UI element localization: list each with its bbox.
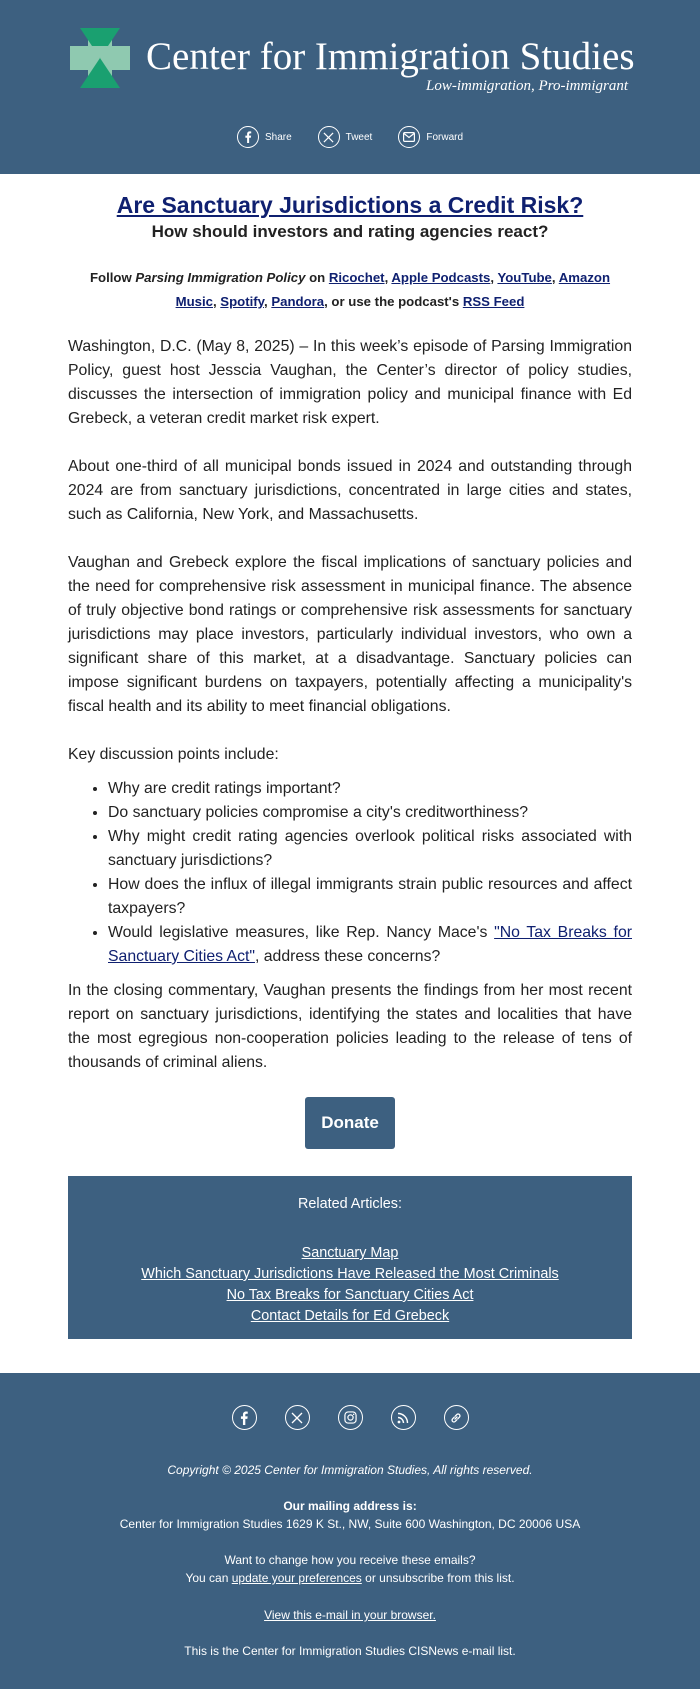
social-links — [0, 1405, 700, 1430]
list-note: This is the Center for Immigration Studies CISNews e-mail list. — [184, 1644, 516, 1658]
point-prefix: Would legislative measures, like Rep. Nancy Mace's — [108, 924, 495, 941]
pandora-link[interactable]: Pandora — [271, 294, 325, 309]
related-title: Related Articles: — [298, 1196, 402, 1212]
spotify-link[interactable]: Spotify — [220, 294, 265, 309]
tweet-button[interactable] — [318, 126, 373, 148]
change-prompt: Want to change how you receive these emails? — [224, 1553, 476, 1567]
email-footer — [0, 1373, 700, 1689]
rss-feed-link[interactable]: RSS Feed — [462, 294, 525, 309]
apple-podcasts-link[interactable]: Apple Podcasts — [391, 270, 491, 285]
forward-button[interactable] — [398, 126, 463, 148]
x-icon[interactable] — [285, 1405, 310, 1430]
related-articles — [68, 1176, 632, 1339]
article-title-link[interactable]: Are Sanctuary Jurisdictions a Credit Risk? — [116, 192, 584, 218]
logo[interactable] — [66, 22, 636, 96]
amazon-music-link[interactable]: Amazon Music — [175, 270, 611, 309]
follow-feed-text: , or use the podcast's — [324, 294, 463, 309]
related-link-no-tax-breaks[interactable]: No Tax Breaks for Sanctuary Cities Act — [226, 1287, 474, 1303]
mailing-title: Our mailing address is: — [283, 1499, 417, 1513]
related-link-released-criminals[interactable]: Which Sanctuary Jurisdictions Have Released the Most Criminals — [141, 1266, 559, 1282]
donate-container — [68, 1097, 632, 1149]
org-name: Center for Immigration Studies — [146, 35, 635, 78]
youtube-link[interactable]: YouTube — [497, 270, 552, 285]
ricochet-link[interactable]: Ricochet — [328, 270, 385, 285]
no-tax-breaks-act-link[interactable]: "No Tax Breaks for Sanctuary Cities Act" — [108, 924, 632, 965]
tweet-label: Tweet — [345, 131, 373, 143]
paragraph: Vaughan and Grebeck explore the fiscal implications of sanctuary policies and the need for comprehensive risk assessment in municipal finance. The absence of truly objective bond ratings or comprehensive risk assessments for sanctuary jurisdictions may place investors, particularly individual investors, who own a significant share of this market, at a disadvantage. Sanctuary policies can impose significant burdens on taxpayers, potentially affecting a municipality's fiscal health and its ability to meet financial obligations. — [68, 554, 632, 715]
preferences — [0, 1551, 700, 1587]
forward-label: Forward — [426, 131, 464, 143]
list-item: • How does the influx of illegal immigrants strain public resources and affect taxpayers? — [108, 873, 632, 921]
share-bar — [0, 126, 700, 148]
update-preferences-link[interactable]: update your preferences — [231, 1571, 362, 1585]
instagram-icon[interactable] — [338, 1405, 363, 1430]
article-title — [68, 192, 632, 219]
paragraph: Washington, D.C. (May 8, 2025) – In this week’s episode of Parsing Immigration Policy, guest host Jesscia Vaughan, the Center’s director of policy studies, discusses the intersection of immigration policy and municipal finance with Ed Grebeck, a veteran credit market risk expert. — [68, 338, 632, 427]
you-can-text: You can — [185, 1571, 232, 1585]
email-header — [0, 0, 700, 174]
point-suffix: , address these concerns? — [254, 948, 441, 965]
related-link-contact-grebeck[interactable]: Contact Details for Ed Grebeck — [250, 1308, 450, 1324]
donate-button[interactable]: Donate — [305, 1097, 395, 1149]
mail-icon — [398, 126, 420, 148]
follow-on: on — [305, 270, 329, 285]
list-item — [108, 921, 632, 969]
x-icon — [318, 126, 340, 148]
copyright — [0, 1461, 700, 1479]
website-link-icon[interactable] — [444, 1405, 469, 1430]
paragraph: About one-third of all municipal bonds issued in 2024 and outstanding through 2024 are from sanctuary jurisdictions, concentrated in large cities and states, such as California, New York, and Massachusetts. — [68, 458, 632, 523]
list-item: • Why might credit rating agencies overlook political risks associated with sanctuary jurisdictions? — [108, 825, 632, 873]
article-subtitle: How should investors and rating agencies react? — [151, 222, 549, 241]
rss-icon[interactable] — [391, 1405, 416, 1430]
mailing-address — [0, 1497, 700, 1533]
list-item: • Do sanctuary policies compromise a city's creditworthiness? — [108, 801, 632, 825]
share-button[interactable] — [237, 126, 292, 148]
view-in-browser — [0, 1606, 700, 1624]
facebook-icon — [237, 126, 259, 148]
unsubscribe-text: or unsubscribe from this list. — [361, 1571, 515, 1585]
related-links — [68, 1243, 632, 1327]
copyright-text: Copyright © 2025 Center for Immigration Studies, All rights reserved. — [167, 1463, 533, 1477]
facebook-icon[interactable] — [232, 1405, 257, 1430]
closing-paragraph: In the closing commentary, Vaughan presents the findings from her most recent report on sanctuary jurisdictions, identifying the states and localities that have the most egregious non-cooperation policies leading to the release of tens of thousands of criminal aliens. — [68, 982, 632, 1071]
cis-logo-icon — [66, 24, 134, 92]
follow-podcast: Follow Parsing Immigration Policy on Ricochet, Apple Podcasts, YouTube, Amazon Music, Spotify, Pandora, or use the podcast's RSS Feed — [89, 270, 611, 309]
address-text: Center for Immigration Studies 1629 K St., NW, Suite 600 Washington, DC 20006 USA — [119, 1517, 581, 1531]
discussion-points — [68, 777, 632, 969]
view-in-browser-link[interactable]: View this e-mail in your browser. — [264, 1608, 436, 1622]
key-points-intro: Key discussion points include: — [68, 746, 279, 763]
article-body — [0, 192, 700, 1339]
related-link-sanctuary-map[interactable]: Sanctuary Map — [301, 1245, 399, 1261]
podcast-name: Parsing Immigration Policy — [135, 270, 306, 285]
list-item: • Why are credit ratings important? — [108, 777, 632, 801]
follow-prefix: Follow — [89, 270, 136, 285]
tagline: Low-immigration, Pro-immigrant — [426, 78, 628, 94]
share-label: Share — [264, 131, 292, 143]
